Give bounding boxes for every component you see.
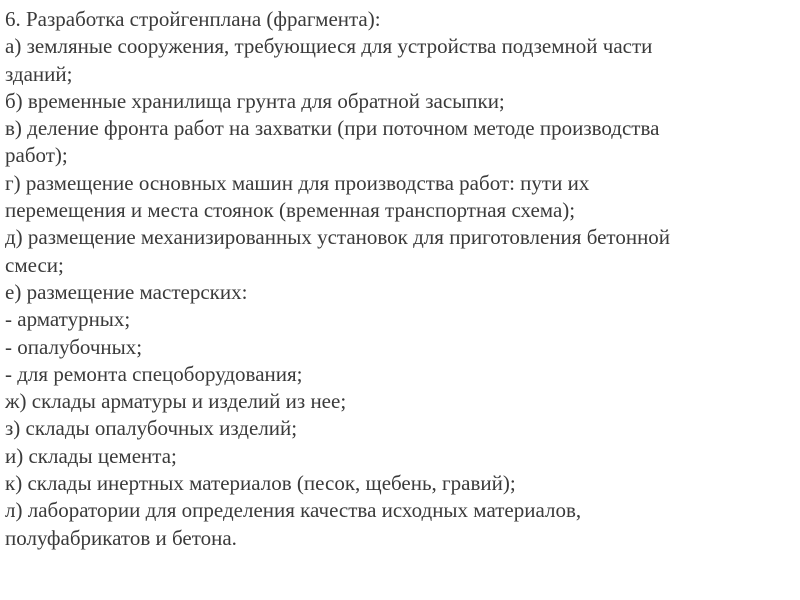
list-item-e: е) размещение мастерских:	[5, 279, 248, 304]
list-item-v-continuation: работ);	[5, 143, 68, 168]
list-item-g: г) размещение основных машин для производства работ: пути их	[5, 170, 590, 195]
list-item-i: и) склады цемента;	[5, 443, 177, 468]
sub-item-repair: - для ремонта спецоборудования;	[5, 361, 303, 386]
sub-item-armature: - арматурных;	[5, 307, 131, 332]
list-item-d-continuation: смеси;	[5, 252, 64, 277]
list-item-z: з) склады опалубочных изделий;	[5, 416, 298, 441]
section-heading: 6. Разработка стройгенплана (фрагмента):	[5, 7, 381, 31]
sub-item-formwork: - опалубочных;	[5, 334, 143, 359]
list-item-d: д) размещение механизированных установок для приготовления бетонной	[5, 225, 671, 250]
document-text	[5, 6, 795, 552]
list-item-a: а) земляные сооружения, требующиеся для устройства подземной части	[5, 34, 653, 59]
list-item-l-continuation: полуфабрикатов и бетона.	[5, 525, 237, 550]
list-item-l: л) лаборатории для определения качества исходных материалов,	[5, 498, 582, 523]
list-item-a-continuation: зданий;	[5, 61, 73, 86]
list-item-b: б) временные хранилища грунта для обратной засыпки;	[5, 88, 505, 113]
list-item-k: к) склады инертных материалов (песок, щебень, гравий);	[5, 471, 516, 496]
list-item-g-continuation: перемещения и места стоянок (временная транспортная схема);	[5, 198, 576, 223]
list-item-zh: ж) склады арматуры и изделий из нее;	[5, 389, 347, 414]
list-item-v: в) деление фронта работ на захватки (при поточном методе производства	[5, 116, 660, 141]
